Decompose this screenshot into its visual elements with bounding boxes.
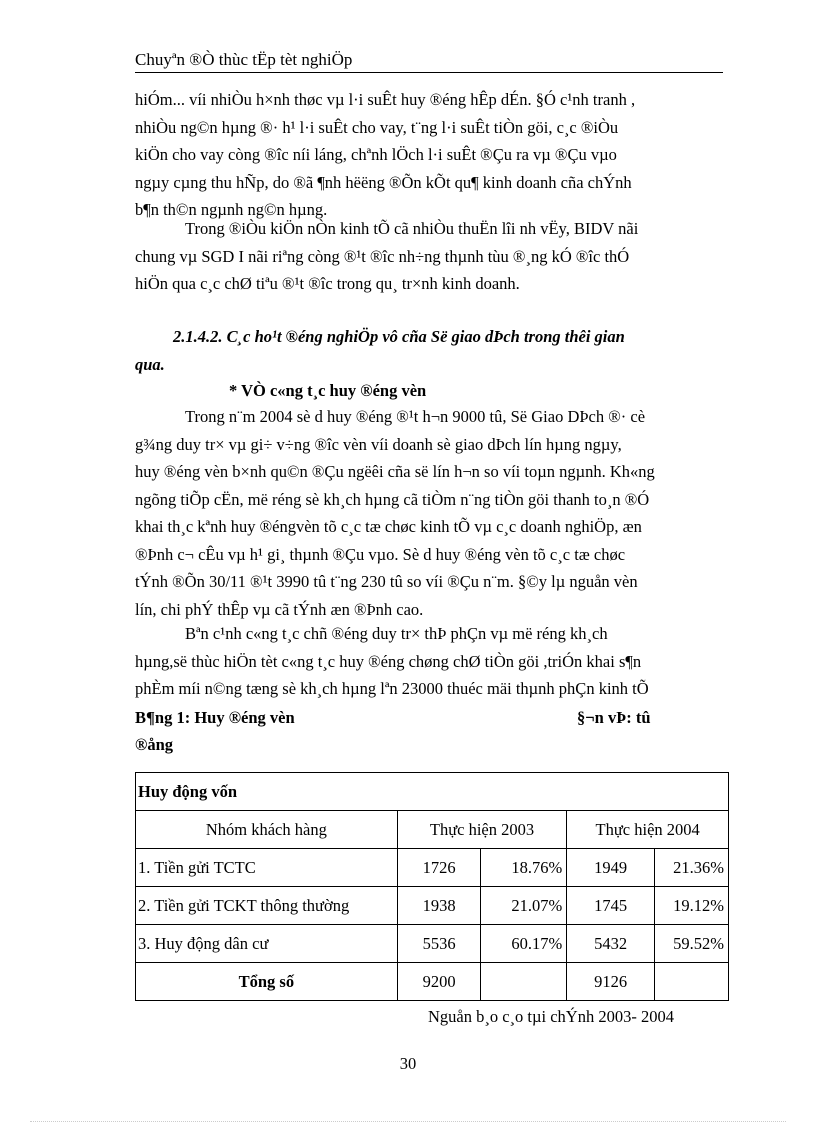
table-caption-unit: §¬n vÞ: tû: [577, 708, 651, 727]
text-line: chung vµ SGD I nãi riªng còng ®¹t ®îc nh÷ng thµnh tùu ®¸ng kÓ ®îc thÓ: [135, 246, 630, 266]
deposit-table: [135, 772, 729, 1001]
page-number: 30: [399, 1054, 417, 1073]
text-line: ®Þnh c¬ cÊu vµ h¹ gi¸ thµnh ®Çu vµo. Sè d huy ®éng vèn tõ c¸c tæ chøc: [135, 544, 626, 564]
value-2003: 5536: [397, 925, 481, 963]
section-heading-line-2: qua.: [135, 355, 165, 374]
text-line: g¾ng duy tr× vµ gi÷ v÷ng ®îc vèn víi doanh sè giao dÞch lín hµng ngµy,: [135, 434, 622, 454]
text-line: hiÖn qua c¸c chØ tiªu ®¹t ®îc trong qu¸ tr×nh kinh doanh.: [135, 274, 520, 293]
paragraph-3: [135, 403, 725, 623]
bullet-heading: * VÒ c«ng t¸c huy ®éng vèn: [229, 381, 427, 400]
text-line: kiÖn cho vay còng ®îc níi láng, chªnh lÖch l·i suÊt ®Çu ra vµ ®Çu vµo: [135, 145, 617, 164]
text-line: tÝnh ®Õn 30/11 ®¹t 3990 tû t¨ng 230 tû so víi ®Çu n¨m. §©y lµ nguån vèn: [135, 572, 638, 591]
total-label: Tổng số: [136, 963, 398, 1001]
page-header: [135, 50, 723, 73]
header-group: Nhóm khách hàng: [136, 811, 398, 849]
text-line: Bªn c¹nh c«ng t¸c chñ ®éng duy tr× thÞ phÇn vµ më réng kh¸ch: [185, 624, 608, 643]
empty-cell: [655, 963, 729, 1001]
bottom-divider: [30, 1121, 786, 1122]
table-total-row: [136, 963, 729, 1001]
table-row: [136, 887, 729, 925]
text-line: huy ®éng vèn b×nh qu©n ®Çu ngëêi cña së lín h¬n so víi toµn ngµnh. Kh«ng: [135, 462, 655, 481]
paragraph-1: [135, 86, 725, 224]
empty-cell: [481, 963, 567, 1001]
value-2004: 1745: [567, 887, 655, 925]
row-name: 3. Huy động dân cư: [136, 925, 398, 963]
section-heading: [135, 323, 725, 379]
text-line: ngõng tiÕp cËn, më réng sè kh¸ch hµng cã tiÒm n¨ng tiÒn göi thanh to¸n ®Ó: [135, 489, 650, 509]
paragraph-4: [135, 620, 725, 703]
total-2004: 9126: [567, 963, 655, 1001]
table-source: Nguån b¸o c¸o tµi chÝnh 2003- 2004: [428, 1007, 674, 1026]
percent-2004: 19.12%: [655, 887, 729, 925]
table-caption: [135, 704, 723, 758]
text-line: khai th¸c kªnh huy ®éngvèn tõ c¸c tæ chøc kinh tÕ vµ c¸c doanh nghiÖp, æn: [135, 517, 642, 536]
text-line: hiÓm... víi nhiÒu h×nh thøc vµ l·i suÊt huy ®éng hÊp dÉn. §Ó c¹nh tranh ,: [135, 90, 636, 109]
text-line: nhiÒu ng©n hµng ®· h¹ l·i suÊt cho vay, t¨ng l·i suÊt tiÒn göi, c¸c ®iÒu: [135, 117, 619, 137]
paragraph-2: [135, 215, 725, 298]
table-caption-unit-cont: ®ång: [135, 735, 174, 754]
table-header-row: [136, 811, 729, 849]
table-title: Huy động vốn: [136, 773, 729, 811]
section-heading-line-1: 2.1.4.2. C¸c ho¹t ®éng nghiÖp vô cña Së giao dÞch trong thêi gian: [173, 327, 625, 346]
table-caption-title: B¶ng 1: Huy ®éng vèn: [135, 708, 295, 727]
text-line: phÈm míi n©ng tæng sè kh¸ch hµng lªn 23000 thuéc mäi thµnh phÇn kinh tÕ: [135, 679, 649, 698]
percent-2003: 21.07%: [481, 887, 567, 925]
header-2003: Thực hiện 2003: [397, 811, 567, 849]
total-2003: 9200: [397, 963, 481, 1001]
percent-2003: 60.17%: [481, 925, 567, 963]
percent-2003: 18.76%: [481, 849, 567, 887]
percent-2004: 21.36%: [655, 849, 729, 887]
table-title-row: [136, 773, 729, 811]
text-line: hµng,së thùc hiÖn tèt c«ng t¸c huy ®éng chøng chØ tiÒn göi ,triÓn khai s¶n: [135, 651, 642, 671]
value-2004: 5432: [567, 925, 655, 963]
text-line: ngµy cµng thu hÑp, do ®ã ¶nh hëëng ®Õn kÕt qu¶ kinh doanh cña chÝnh: [135, 172, 632, 192]
header-title: Chuyªn ®Ò thùc tËp tèt nghiÖp: [135, 50, 353, 69]
row-name: 1. Tiền gửi TCTC: [136, 849, 398, 887]
header-2004: Thực hiện 2004: [567, 811, 729, 849]
text-line: Trong ®iÒu kiÖn nÒn kinh tÕ cã nhiÒu thuËn lîi nh vËy, BIDV nãi: [185, 219, 639, 238]
text-line: Trong n¨m 2004 sè d huy ®éng ®¹t h¬n 9000 tû, Së Giao DÞch ®· cè: [185, 407, 646, 426]
value-2003: 1726: [397, 849, 481, 887]
text-line: lín, chi phÝ thÊp vµ cã tÝnh æn ®Þnh cao.: [135, 599, 424, 619]
value-2003: 1938: [397, 887, 481, 925]
row-name: 2. Tiền gửi TCKT thông thường: [136, 887, 398, 925]
table-row: [136, 925, 729, 963]
value-2004: 1949: [567, 849, 655, 887]
text-line: b¶n th©n ngµnh ng©n hµng.: [135, 200, 328, 219]
table-row: [136, 849, 729, 887]
percent-2004: 59.52%: [655, 925, 729, 963]
